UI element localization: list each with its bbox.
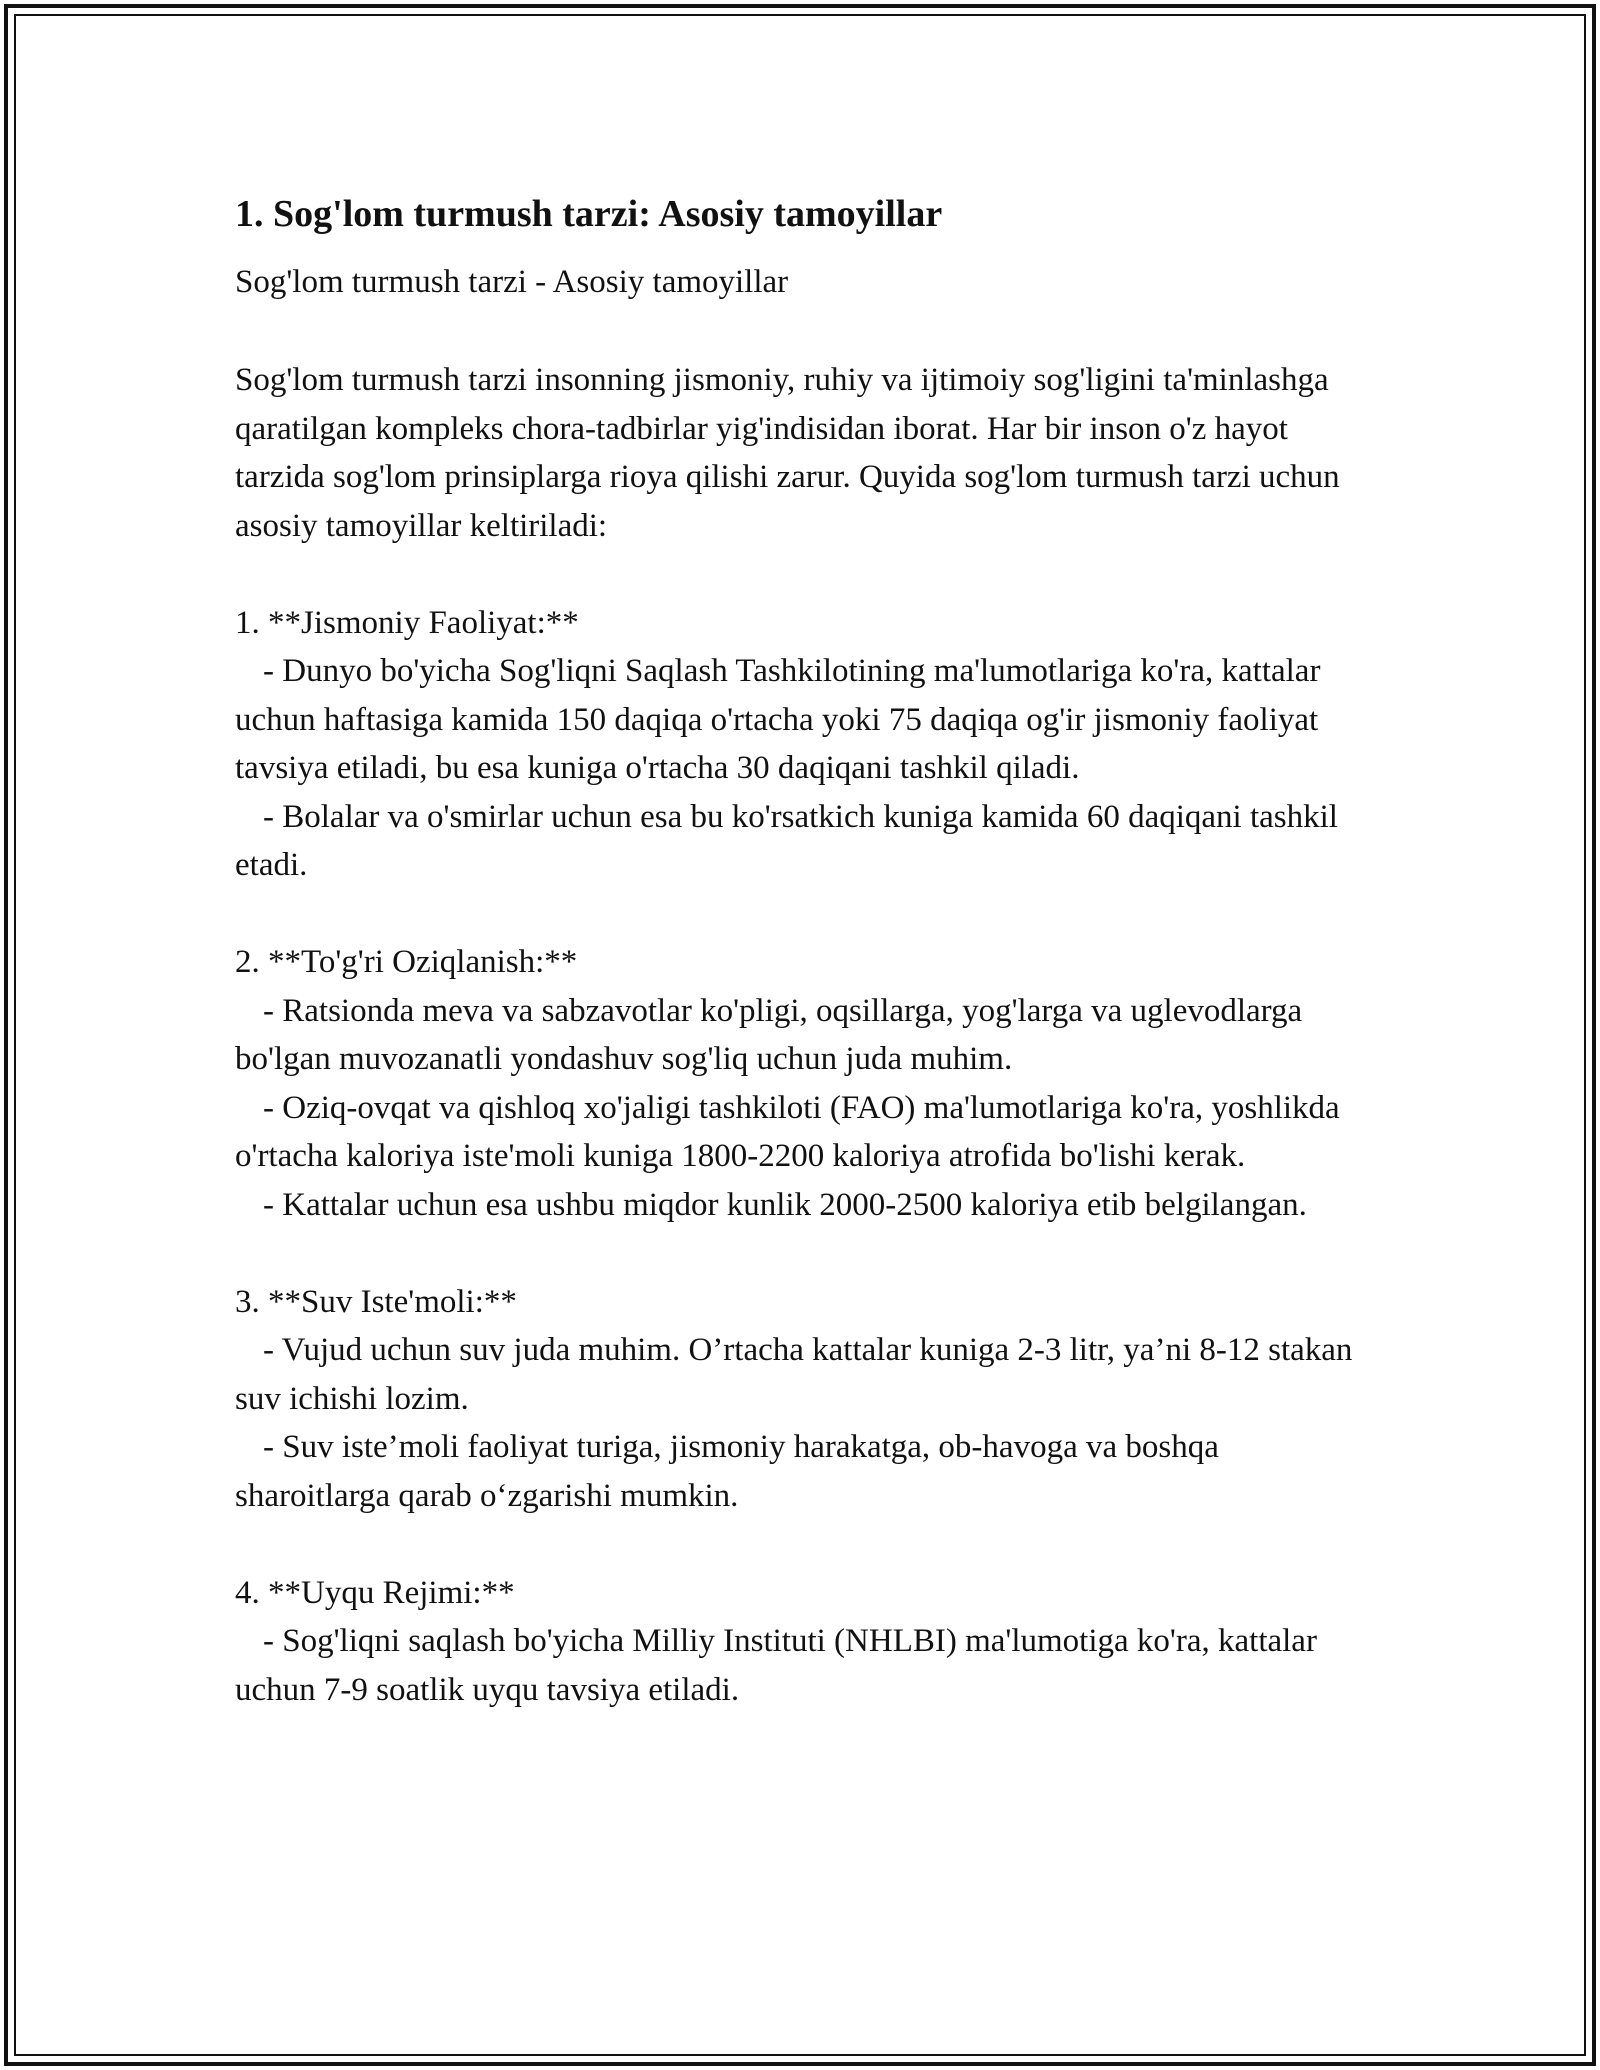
bullet-item: - Ratsionda meva va sabzavotlar ko'pligi, oqsillarga, yog'larga va uglevodlarga bo'lgan muvozanatli yondashuv sog'liq uchun juda muhim. bbox=[235, 992, 1303, 1077]
bullet-item: - Vujud uchun suv juda muhim. O’rtacha kattalar kuniga 2-3 litr, ya’ni 8-12 stakan suv ichishi lozim. bbox=[235, 1332, 1353, 1417]
section-heading: 4. **Uyqu Rejimi:** bbox=[235, 1574, 515, 1611]
section-physical-activity bbox=[235, 599, 1365, 890]
section-heading: 2. **To'g'ri Oziqlanish:** bbox=[235, 944, 578, 980]
bullet-item: - Sog'liqni saqlash bo'yicha Milliy Instituti (NHLBI) ma'lumotiga ko'ra, kattalar uchun 7-9 soatlik uyqu tavsiya etiladi. bbox=[235, 1623, 1317, 1708]
section-heading: 3. **Suv Iste'moli:** bbox=[235, 1283, 517, 1320]
bullet-item: - Oziq-ovqat va qishloq xo'jaligi tashkiloti (FAO) ma'lumotlariga ko'ra, yoshlikda o'rtacha kaloriya iste'moli kuniga 1800-2200 kaloriya atrofida bo'lishi kerak. bbox=[235, 1089, 1340, 1174]
intro-paragraph: Sog'lom turmush tarzi insonning jismoniy, ruhiy va ijtimoiy sog'ligini ta'minlashga qaratilgan kompleks chora-tadbirlar yig'indisidan iborat. Har bir inson o'z hayot tarzida sog'lom prinsiplarga rioya qilishi zarur. Quyida sog'lom turmush tarzi uchun asosiy tamoyillar keltiriladi: bbox=[235, 362, 1340, 544]
section-sleep bbox=[235, 1569, 1365, 1715]
document-title: 1. Sog'lom turmush tarzi: Asosiy tamoyillar bbox=[235, 193, 943, 235]
document-subtitle: Sog'lom turmush tarzi - Asosiy tamoyillar bbox=[235, 264, 789, 300]
section-nutrition bbox=[235, 938, 1365, 1229]
bullet-item: - Dunyo bo'yicha Sog'liqni Saqlash Tashkilotining ma'lumotlariga ko'ra, kattalar uchun haftasiga kamida 150 daqiqa o'rtacha yoki 75 daqiqa og'ir jismoniy faoliyat tavsiya etiladi, bu esa kuniga o'rtacha 30 daqiqani tashkil qiladi. bbox=[235, 653, 1321, 786]
bullet-item: - Kattalar uchun esa ushbu miqdor kunlik 2000-2500 kaloriya etib belgilangan. bbox=[263, 1186, 1307, 1223]
document-body bbox=[235, 186, 1365, 1714]
section-water-intake bbox=[235, 1278, 1365, 1521]
bullet-item: - Bolalar va o'smirlar uchun esa bu ko'rsatkich kuniga kamida 60 daqiqani tashkil etadi. bbox=[235, 798, 1338, 883]
bullet-item: - Suv iste’moli faoliyat turiga, jismoniy harakatga, ob-havoga va boshqa sharoitlarga qarab o‘zgarishi mumkin. bbox=[235, 1429, 1219, 1514]
section-heading: 1. **Jismoniy Faoliyat:** bbox=[235, 604, 579, 641]
